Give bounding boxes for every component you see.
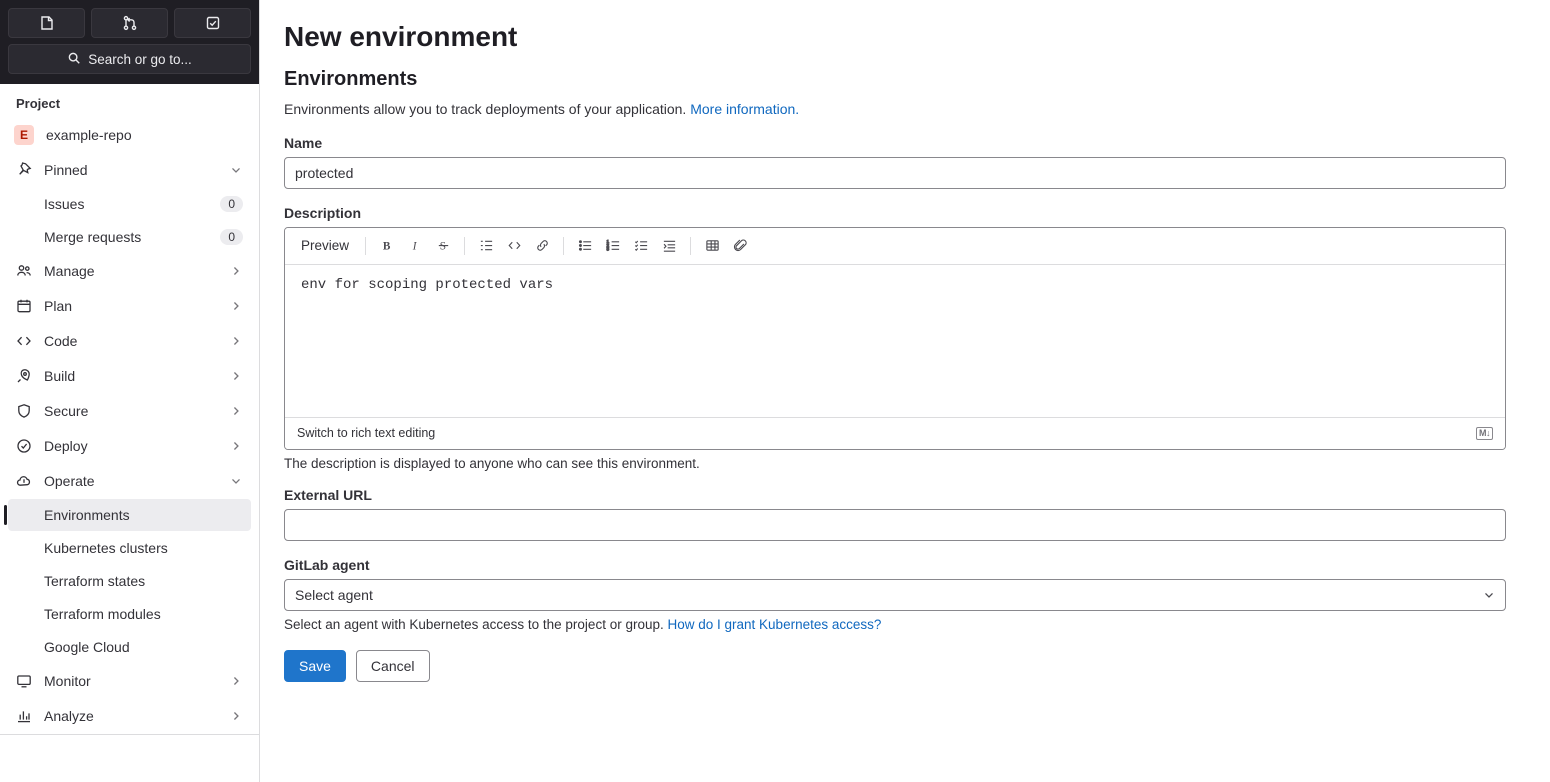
active-indicator [4, 505, 7, 525]
external-url-input[interactable] [284, 509, 1506, 541]
name-input[interactable] [284, 157, 1506, 189]
project-name: example-repo [46, 127, 132, 143]
environment-form [284, 20, 1506, 682]
merge-requests-icon[interactable] [91, 8, 168, 38]
bulleted-list-icon[interactable] [572, 233, 598, 259]
description-field-group [284, 205, 1506, 471]
sidebar-item-google-cloud-label: Google Cloud [44, 639, 130, 655]
sidebar-divider [0, 734, 259, 735]
chevron-right-icon [229, 299, 243, 313]
svg-text:S: S [439, 240, 446, 253]
sidebar-item-build-label: Build [44, 368, 76, 384]
intro-text [284, 101, 1506, 117]
sidebar-item-pinned[interactable] [8, 153, 251, 187]
more-information-link[interactable]: More information. [690, 100, 800, 117]
sidebar-item-merge-requests[interactable] [8, 221, 251, 253]
sidebar-item-deploy[interactable] [8, 429, 251, 463]
sidebar-item-code[interactable] [8, 324, 251, 358]
chevron-right-icon [229, 439, 243, 453]
sidebar-header [0, 0, 259, 84]
sidebar-item-plan[interactable] [8, 289, 251, 323]
users-icon [16, 263, 32, 279]
sidebar-item-build[interactable] [8, 359, 251, 393]
code-icon[interactable] [501, 233, 527, 259]
search-icon [67, 51, 81, 68]
sidebar-item-environments-label: Environments [44, 507, 130, 523]
chevron-right-icon [229, 264, 243, 278]
name-field-group [284, 135, 1506, 189]
sidebar-item-manage[interactable] [8, 254, 251, 288]
blockquote-icon[interactable] [473, 233, 499, 259]
sidebar-item-terraform-modules-label: Terraform modules [44, 606, 161, 622]
switch-rich-text-button[interactable]: Switch to rich text editing [297, 426, 436, 441]
sidebar-item-monitor[interactable] [8, 664, 251, 698]
search-placeholder: Search or go to... [88, 51, 192, 67]
merge-requests-count-badge: 0 [220, 229, 243, 245]
markdown-footer [285, 417, 1505, 449]
chevron-right-icon [229, 709, 243, 723]
calendar-icon [16, 298, 32, 314]
chevron-down-icon [229, 163, 243, 177]
sidebar-item-issues-label: Issues [44, 196, 85, 212]
numbered-list-icon[interactable] [600, 233, 626, 259]
main-content [260, 0, 1550, 782]
gitlab-agent-label: GitLab agent [284, 556, 370, 573]
gitlab-agent-help-body: Select an agent with Kubernetes access to the project or group. [284, 616, 664, 632]
sidebar-item-terraform-states-label: Terraform states [44, 573, 146, 589]
sidebar-item-terraform-modules[interactable] [8, 598, 251, 630]
sidebar [0, 0, 260, 782]
attachment-icon[interactable] [727, 233, 753, 259]
svg-text:B: B [382, 240, 390, 253]
sidebar-item-project[interactable] [8, 118, 251, 152]
sidebar-item-plan-label: Plan [44, 298, 73, 314]
save-button[interactable]: Save [284, 650, 346, 682]
sidebar-item-terraform-states[interactable] [8, 565, 251, 597]
description-textarea[interactable]: env for scoping protected vars [301, 276, 554, 293]
monitor-icon [16, 673, 32, 689]
sidebar-item-code-label: Code [44, 333, 78, 349]
indent-icon[interactable] [656, 233, 682, 259]
intro-text-body: Environments allow you to track deployments of your application. [284, 100, 687, 117]
sidebar-nav [0, 84, 259, 782]
markdown-editor [284, 227, 1506, 450]
svg-text:3: 3 [605, 246, 609, 252]
sidebar-item-secure-label: Secure [44, 403, 89, 419]
issues-count-badge: 0 [220, 196, 243, 212]
sidebar-item-analyze-label: Analyze [44, 708, 94, 724]
svg-text:2: 2 [605, 242, 609, 248]
rocket-icon [16, 368, 32, 384]
table-icon[interactable] [699, 233, 725, 259]
sidebar-section-label: Project [16, 96, 61, 111]
form-actions [284, 650, 1506, 682]
sidebar-item-google-cloud[interactable] [8, 631, 251, 663]
issues-icon[interactable] [8, 8, 85, 38]
description-help-text: The description is displayed to anyone who can see this environment. [284, 455, 700, 471]
sidebar-item-environments[interactable] [8, 499, 251, 531]
shield-icon [16, 403, 32, 419]
markdown-badge: M↓ [1476, 427, 1493, 440]
sidebar-item-operate[interactable] [8, 464, 251, 498]
section-title: Environments [284, 67, 418, 90]
cloud-icon [16, 473, 32, 489]
checklist-icon[interactable] [628, 233, 654, 259]
sidebar-item-kubernetes-clusters-label: Kubernetes clusters [44, 540, 168, 556]
toolbar-divider [563, 237, 564, 255]
svg-text:1: 1 [605, 239, 609, 245]
toolbar-divider [690, 237, 691, 255]
todos-icon[interactable] [174, 8, 251, 38]
sidebar-item-issues[interactable] [8, 188, 251, 220]
bold-icon[interactable] [374, 233, 400, 259]
name-label: Name [284, 134, 323, 151]
external-url-field-group [284, 487, 1506, 541]
chevron-right-icon [229, 404, 243, 418]
code-icon [16, 333, 32, 349]
search-input[interactable] [8, 44, 251, 74]
sidebar-item-merge-requests-label: Merge requests [44, 229, 142, 245]
gitlab-agent-select[interactable] [284, 579, 1506, 611]
cancel-button[interactable]: Cancel [356, 650, 430, 682]
kubernetes-access-link[interactable]: How do I grant Kubernetes access? [667, 616, 882, 632]
sidebar-item-secure[interactable] [8, 394, 251, 428]
chevron-right-icon [229, 369, 243, 383]
chevron-right-icon [229, 334, 243, 348]
preview-button[interactable]: Preview [293, 234, 357, 257]
sidebar-item-environments-wrap [0, 499, 259, 531]
gitlab-agent-select-wrap [284, 579, 1506, 611]
gitlab-agent-help-text [284, 617, 1506, 632]
link-icon[interactable] [529, 233, 555, 259]
sidebar-item-analyze[interactable] [8, 699, 251, 733]
description-label: Description [284, 204, 362, 221]
italic-icon[interactable] [402, 233, 428, 259]
toolbar-divider [365, 237, 366, 255]
project-avatar: E [14, 125, 34, 145]
gitlab-agent-field-group [284, 557, 1506, 632]
pin-icon [16, 162, 32, 178]
markdown-toolbar [285, 228, 1505, 265]
chart-icon [16, 708, 32, 724]
sidebar-item-deploy-label: Deploy [44, 438, 88, 454]
external-url-label: External URL [284, 486, 372, 503]
sidebar-item-monitor-label: Monitor [44, 673, 91, 689]
sidebar-item-operate-label: Operate [44, 473, 95, 489]
sidebar-item-kubernetes-clusters[interactable] [8, 532, 251, 564]
chevron-right-icon [229, 674, 243, 688]
pinned-label: Pinned [44, 162, 88, 178]
sidebar-item-manage-label: Manage [44, 263, 95, 279]
strikethrough-icon[interactable] [430, 233, 456, 259]
sidebar-quick-actions [8, 4, 251, 44]
page-title: New environment [284, 21, 518, 52]
deploy-icon [16, 438, 32, 454]
svg-text:I: I [412, 240, 416, 253]
chevron-down-icon [229, 474, 243, 488]
toolbar-divider [464, 237, 465, 255]
